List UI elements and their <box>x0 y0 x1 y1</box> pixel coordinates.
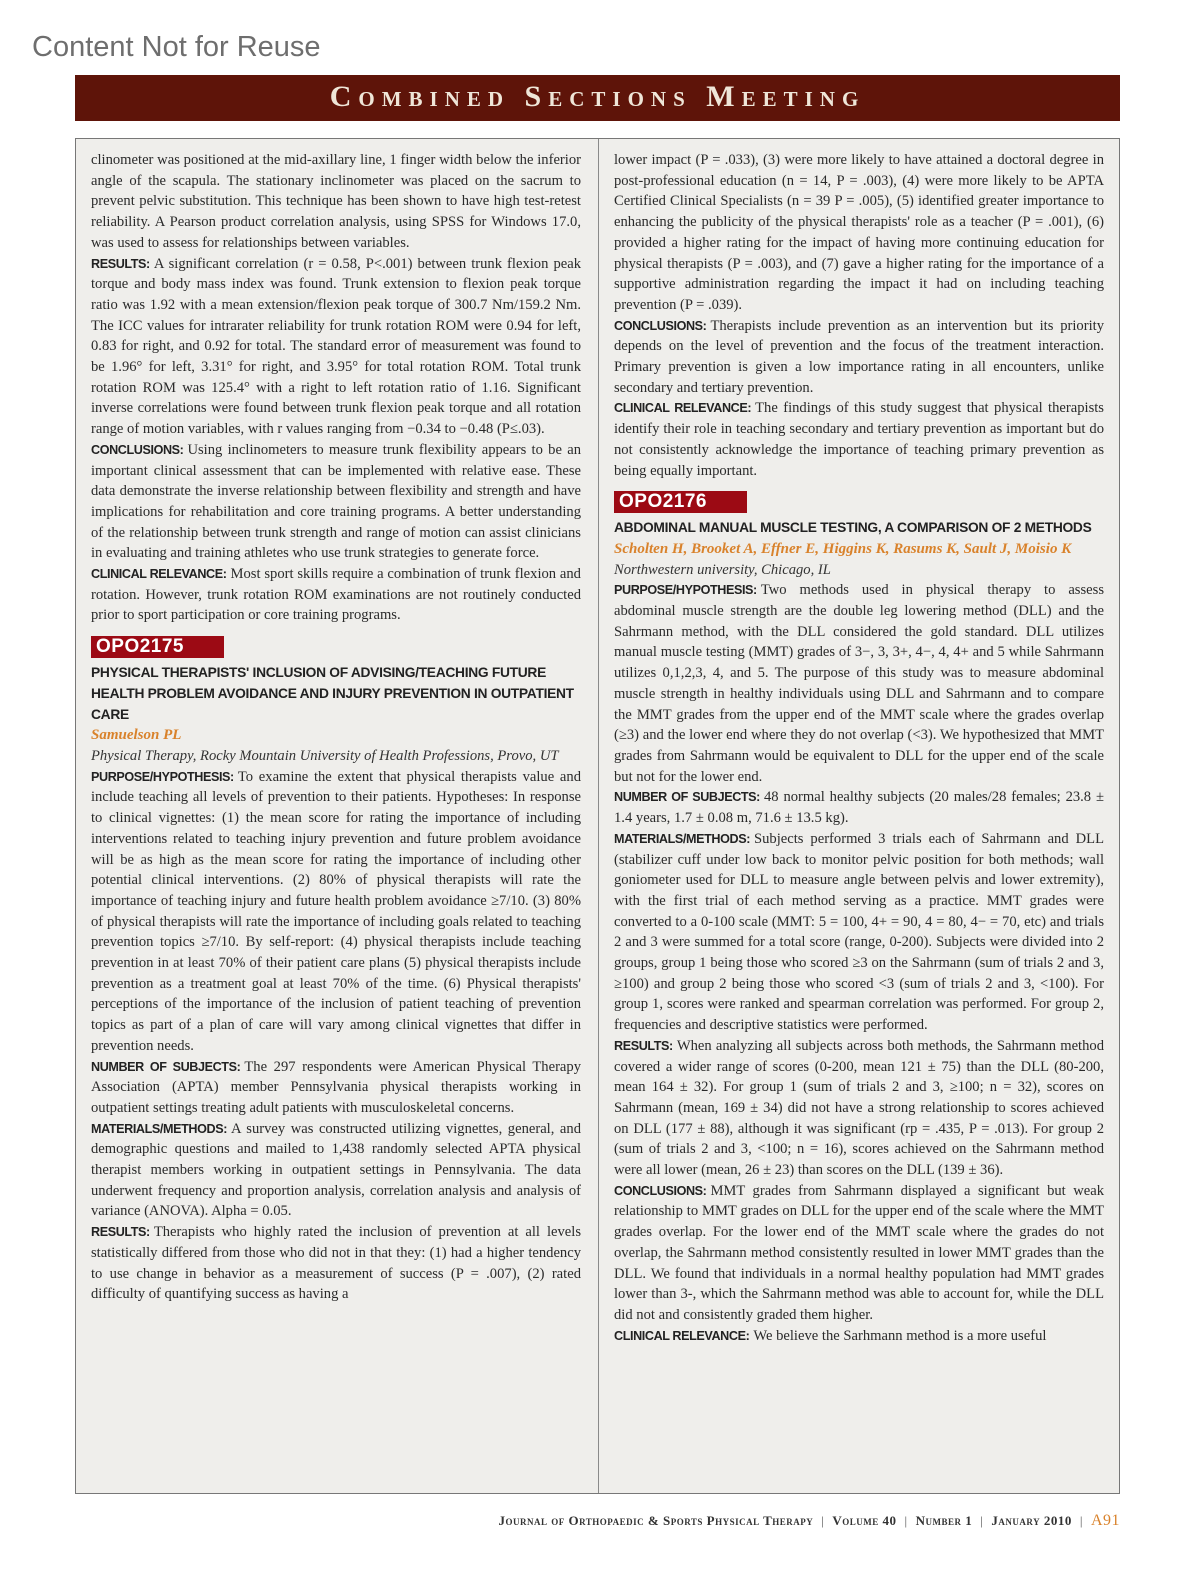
abstract-id-badge: OPO2175 <box>91 636 224 658</box>
subjects-paragraph <box>614 787 1104 828</box>
results-paragraph <box>614 1036 1104 1181</box>
section-label: MATERIALS/METHODS: <box>614 831 750 846</box>
footer-separator: | <box>821 1513 825 1528</box>
section-text: Subjects performed 3 trials each of Sahrmann and DLL (stabilizer cuff under low back to monitor pelvic position for both methods; wall goniometer used for DLL to measure angle between pelvis and lower extremity), with the first trial of each method serving as a practice. MMT grades were converted to a 0-100 scale (MMT: 5 = 100, 4+ = 90, 4 = 80, 4− = 70, etc) and trials 2 and 3 were summed for a total score (range, 0-200). Subjects were divided into 2 groups, group 1 being those who scored ≥3 on the Sahrmann (sum of trials 2 and 3, ≥100) and group 2 being those who scored <3 (sum of trials 2 and 3, <100). For group 1, scores were ranked and spearman correlation was performed. For group 2, frequencies and descriptive statistics were performed. <box>614 830 1104 1034</box>
banner-title: Combined Sections Meeting <box>329 80 866 113</box>
section-label: NUMBER OF SUBJECTS: <box>91 1059 241 1074</box>
column-divider <box>598 139 599 1493</box>
right-column <box>614 150 1104 1346</box>
section-label: RESULTS: <box>91 1225 150 1240</box>
conclusions-paragraph <box>614 1181 1104 1326</box>
page-footer <box>499 1512 1121 1530</box>
purpose-paragraph <box>614 580 1104 787</box>
section-text: A significant correlation (r = 0.58, P<.001) between trunk flexion peak torque and body mass index was found. Trunk extension to flexion peak torque ratio was 1.92 with a mean extension/flexion peak torque of 300.7 Nm/159.2 Nm. The ICC values for intrarater reliability for trunk rotation ROM were 0.94 for left, 0.83 for right, and 0.92 for total. The standard error of measurement was found to be 1.96° for left, 3.31° for right, and 3.95° for total rotation ROM. Total trunk rotation ROM was 125.4° with a right to left rotation ratio of 1.16. Significant inverse correlations were found between trunk flexion peak torque and all rotation range of motion variables, with r values ranging from −0.34 to −0.48 (P≤.03). <box>91 255 581 438</box>
section-text: A survey was constructed utilizing vignettes, general, and demographic questions and mailed to 1,438 randomly selected APTA physical therapist members working in outpatient settings in Pennsylvania. The data underwent frequency and proportion analysis, correlation analysis and analysis of variance (ANOVA). Alpha = 0.05. <box>91 1120 581 1220</box>
clinical-relevance-paragraph <box>614 398 1104 481</box>
abstract-id-badge: OPO2176 <box>614 491 747 513</box>
abstract-affiliation: Physical Therapy, Rocky Mountain University of Health Professions, Provo, UT <box>91 747 559 764</box>
journal-name: Journal of Orthopaedic & Sports Physical Therapy <box>498 1513 814 1528</box>
section-text: We believe the Sarhmann method is a more useful <box>753 1327 1047 1344</box>
abstract-title: ABDOMINAL MANUAL MUSCLE TESTING, A COMPARISON OF 2 METHODS <box>614 520 1092 536</box>
journal-date: January 2010 <box>991 1513 1072 1528</box>
clinical-relevance-paragraph <box>614 1326 1104 1347</box>
page-number: A91 <box>1090 1512 1120 1529</box>
abstract-opo2175 <box>91 626 581 1305</box>
section-text: 48 normal healthy subjects (20 males/28 females; 23.8 ± 1.4 years, 1.7 ± 0.08 m, 71.6 ± 13.5 kg). <box>614 789 1104 827</box>
section-label: CLINICAL RELEVANCE: <box>614 1328 750 1343</box>
methods-paragraph <box>91 1119 581 1223</box>
results-paragraph <box>91 1222 581 1305</box>
section-label: NUMBER OF SUBJECTS: <box>614 790 760 805</box>
section-label: PURPOSE/HYPOTHESIS: <box>91 769 234 784</box>
section-text: The 297 respondents were American Physical Therapy Association (APTA) member Pennsylvania physical therapists working in outpatient settings treating adult patients with musculoskeletal concerns. <box>91 1058 581 1116</box>
subjects-paragraph <box>91 1057 581 1119</box>
section-text: Therapists who highly rated the inclusion of prevention at all levels statistically differed from those who did not in that they: (1) had a higher tendency to use change in behavior as a measurement of success (P = .007), (2) rated difficulty of quantifying success as having a <box>91 1224 581 1303</box>
watermark: Content Not for Reuse <box>32 31 321 63</box>
section-label: CLINICAL RELEVANCE: <box>614 401 752 416</box>
journal-number: Number 1 <box>915 1513 973 1528</box>
abstract-opo2176 <box>614 481 1104 1346</box>
section-text: The findings of this study suggest that physical therapists identify their role in teaching secondary and tertiary prevention as important but do not consistently acknowledge the importance of teaching primary prevention as being equally important. <box>614 400 1104 479</box>
conclusions-paragraph <box>91 440 581 564</box>
footer-separator: | <box>1079 1513 1083 1528</box>
section-label: CONCLUSIONS: <box>614 318 707 333</box>
section-text: MMT grades from Sahrmann displayed a significant but weak relationship to MMT grades on DLL for the upper end of the scale where the MMT grades overlap. For the lower end of the MMT scale where the grades do not overlap, the Sahrmann method consistently resulted in lower MMT grades than the DLL. We found that individuals in a normal healthy population had MMT grades lower than 3-, which the Sahrmann method was able to account for, while the DLL did not and consistently graded them higher. <box>614 1182 1104 1323</box>
continued-paragraph: clinometer was positioned at the mid-axillary line, 1 finger width below the inferior angle of the scapula. The stationary inclinometer was placed on the sacrum to prevent pelvic substitution. This technique has been shown to have high test-retest reliability. A Pearson product correlation analysis, using SPSS for Windows 17.0, was used to assess for relationships between variables. <box>91 152 581 251</box>
abstract-authors: Samuelson PL <box>91 727 182 744</box>
footer-separator: | <box>904 1513 908 1528</box>
abstract-title: PHYSICAL THERAPISTS' INCLUSION OF ADVISING/TEACHING FUTURE HEALTH PROBLEM AVOIDANCE AND INJURY PREVENTION IN OUTPATIENT CARE <box>91 665 574 722</box>
results-paragraph <box>91 254 581 440</box>
section-label: CLINICAL RELEVANCE: <box>91 567 227 582</box>
abstract-affiliation: Northwestern university, Chicago, IL <box>614 561 831 578</box>
section-text: Most sport skills require a combination of trunk flexion and rotation. However, trunk rotation ROM examinations are not routinely conducted prior to sport participation or core training programs. <box>91 566 581 624</box>
continued-paragraph: lower impact (P = .033), (3) were more likely to have attained a doctoral degree in post-professional education (n = 14, P = .003), (4) were more likely to be APTA Certified Clinical Specialists (n = 39 P = .005), (5) identified greater importance to enhancing the publicity of the physical therapists' role as a teacher (P = .001), (6) provided a higher rating for the impact of having more continuing education for physical therapists (P = .003), and (7) gave a higher rating for the importance of a supportive administration regarding the impact it had on including teaching prevention (P = .039). <box>614 152 1104 313</box>
journal-volume: Volume 40 <box>832 1513 897 1528</box>
purpose-paragraph <box>91 767 581 1057</box>
page-body <box>75 138 1120 1494</box>
conclusions-paragraph <box>614 316 1104 399</box>
methods-paragraph <box>614 829 1104 1036</box>
abstract-authors: Scholten H, Brooket A, Effner E, Higgins K, Rasums K, Sault J, Moisio K <box>614 540 1072 557</box>
section-label: CONCLUSIONS: <box>614 1183 707 1198</box>
footer-separator: | <box>980 1513 984 1528</box>
section-text: Two methods used in physical therapy to assess abdominal muscle strength are the double leg lowering method (DLL) and the Sahrmann method, with the DLL considered the gold standard. DLL utilizes manual muscle testing (MMT) grades of 3−, 3, 3+, 4−, 4, 4+ and 5 while Sahrmann utilizes 0,1,2,3, 4, and 5. The purpose of this study was to measure abdominal muscle strength in healthy individuals using DLL and Sahrmann and to compare the MMT grades from the upper end of the MMT scale where the grades overlap (≥3) and the lower end where they do not overlap (<3). We hypothesized that MMT grades from Sahrmann would be equivalent to DLL for the upper end of the scale but not for the lower end. <box>614 582 1104 785</box>
section-label: MATERIALS/METHODS: <box>91 1121 227 1136</box>
section-label: CONCLUSIONS: <box>91 442 184 457</box>
section-banner <box>75 75 1120 121</box>
clinical-relevance-paragraph <box>91 564 581 626</box>
section-text: To examine the extent that physical therapists value and include teaching all levels of prevention to their patients. Hypotheses: In response to clinical vignettes: (1) the mean score for rating the importance of including interventions related to teaching injury prevention and future problem avoidance will be as high as the mean score for rating the importance of including other potential clinical interventions. (2) 80% of physical therapists will rate the importance of teaching injury and future health problem avoidance ≥7/10. (3) 80% of physical therapists will rate the importance of including goals related to teaching prevention topics ≥7/10. By self-report: (4) physical therapists include teaching prevention in at least 70% of their patient care plans (5) physical therapists include prevention as a treatment goal at least 70% of the time. (6) Physical therapists' perceptions of the importance of the inclusion of patient teaching of prevention topics as part of a plan of care will vary among clinical vignettes that differ in prevention needs. <box>91 768 581 1054</box>
section-label: RESULTS: <box>91 256 150 271</box>
section-text: When analyzing all subjects across both methods, the Sahrmann method covered a wider range of scores (0-200, mean 121 ± 75) than the DLL (80-200, mean 164 ± 32). For group 1 (sum of trials 2 and 3, ≥100; n = 32), scores on Sahrmann (mean, 169 ± 34) did not have a strong relationship to scores achieved on DLL (177 ± 88), although it was significant (rp = .435, P = .013). For group 2 (sum of trials 2 and 3, <100; n = 16), scores achieved on the Sahrmann method were all lower (mean, 26 ± 23) than scores on the DLL (139 ± 36). <box>614 1037 1104 1179</box>
left-column <box>91 150 581 1305</box>
section-label: RESULTS: <box>614 1038 673 1053</box>
section-text: Therapists include prevention as an intervention but its priority depends on the level of prevention and the focus of the treatment interaction. Primary prevention is given a low importance rating in all encounters, unlike secondary and tertiary prevention. <box>614 317 1104 396</box>
section-label: PURPOSE/HYPOTHESIS: <box>614 583 757 598</box>
section-text: Using inclinometers to measure trunk flexibility appears to be an important clinical assessment that can be implemented with relative ease. These data demonstrate the inverse relationship between flexibility and strength and have implications for rehabilitation and core training programs. A better understanding of the relationship between trunk strength and range of motion can assist clinicians in evaluating and training athletes who use trunk strategies to generate force. <box>91 441 581 562</box>
